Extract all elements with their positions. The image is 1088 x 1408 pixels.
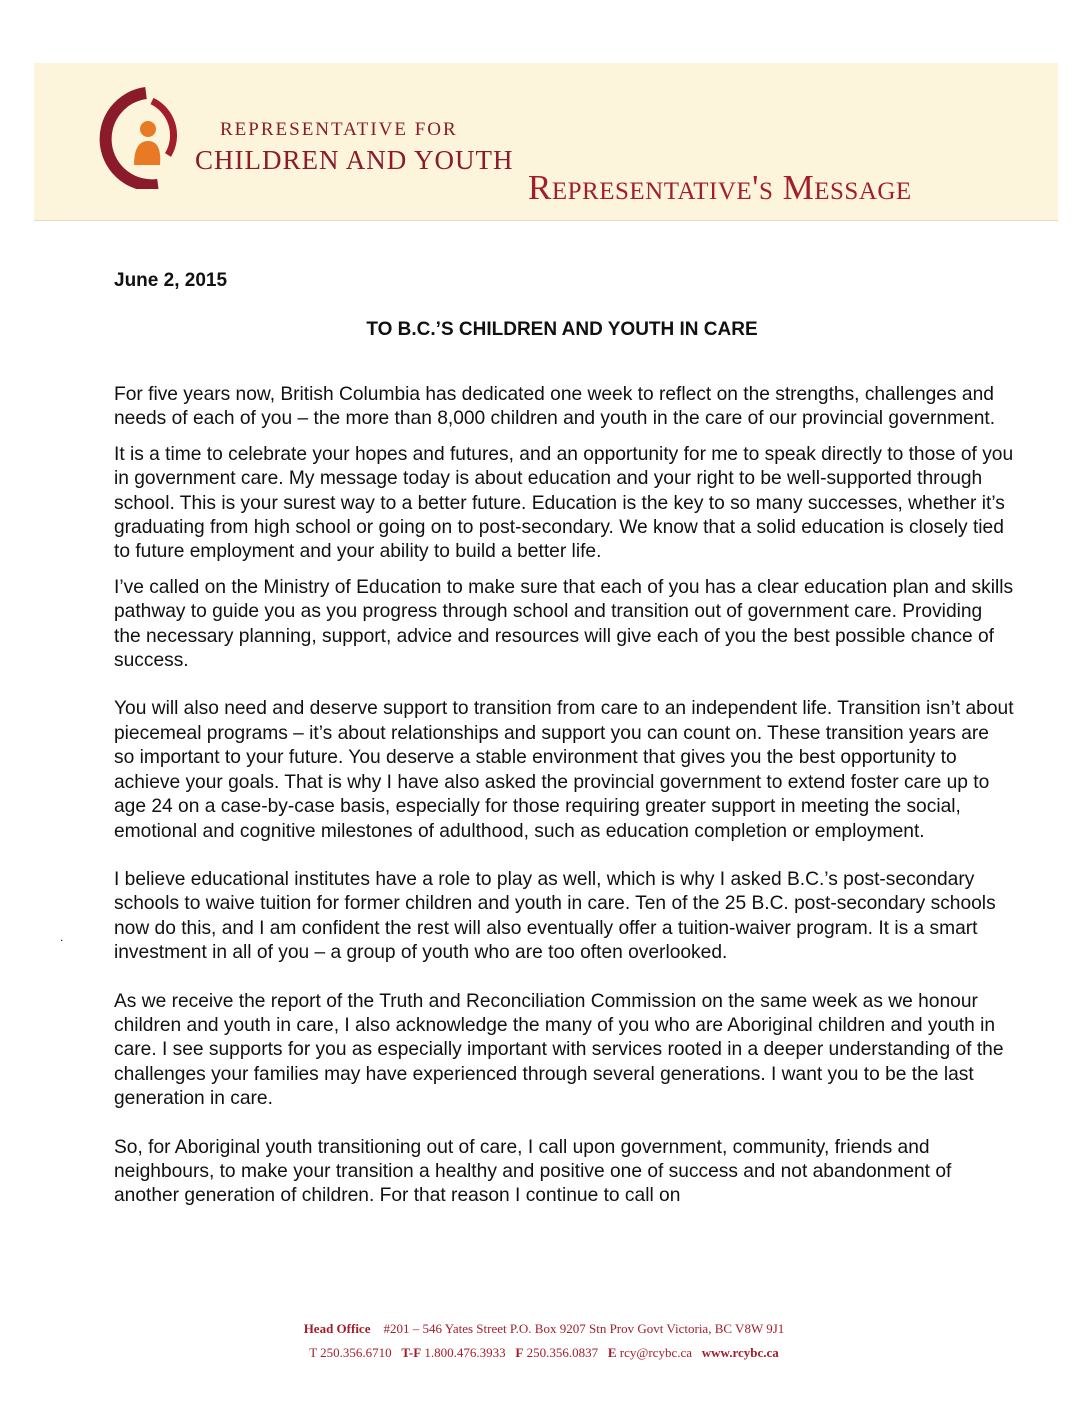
- paragraph-6: As we receive the report of the Truth and Reconciliation Commission on the same week as we honour children and youth in care, I also acknowledge the many of you who are Aboriginal children and youth in care. I see supports for you as especially important with services rooted in a deeper understanding of the challenges your families may have experienced through several generations. I want you to be the last generation in care.: [114, 990, 1004, 1110]
- email-label: E: [607, 1345, 617, 1360]
- document-title: Representative's Message: [528, 168, 912, 207]
- paragraph-5: I believe educational institutes have a role to play as well, which is why I asked B.C.’s post-secondary schools to waive tuition for former children and youth in care. Ten of the 25 B.C. post-secondary schools now do this, and I am confident the rest will also eventually offer a tuition-waiver program. It is a smart investment in all of you – a group of youth who are too often overlooked.: [114, 868, 996, 964]
- letter-heading: TO B.C.’S CHILDREN AND YOUTH IN CARE: [366, 319, 758, 340]
- footer-phone: T 250.356.6710: [309, 1345, 392, 1360]
- footer-address-line: [0, 1321, 1088, 1337]
- footer-contact-line: [0, 1345, 1088, 1361]
- footer-address: #201 – 546 Yates Street P.O. Box 9207 Stn Prov Govt Victoria, BC V8W 9J1: [383, 1321, 785, 1336]
- paragraph-3: I’ve called on the Ministry of Education to make sure that each of you has a clear education plan and skills pathway to guide you as you progress through school and transition out of government care. Providing the necessary planning, support, advice and resources will give each of you the best possible chance of success.: [114, 576, 1014, 672]
- paragraph-1: For five years now, British Columbia has dedicated one week to reflect on the strengths, challenges and needs of each of you – the more than 8,000 children and youth in the care of our provincial government.: [114, 384, 996, 430]
- letterhead-banner: [34, 63, 1058, 221]
- fax-label: F: [515, 1345, 524, 1360]
- letter-date: June 2, 2015: [114, 270, 228, 291]
- footer-website[interactable]: www.rcybc.ca: [701, 1345, 779, 1360]
- org-name-line2: CHILDREN AND YOUTH: [195, 145, 514, 175]
- footer-email[interactable]: rcy@rcybc.ca: [619, 1345, 693, 1360]
- paragraph-7: So, for Aboriginal youth transitioning out of care, I call upon government, community, friends and neighbours, to make your transition a healthy and positive one of success and not abandonment of another generation of children. For that reason I continue to call on: [114, 1136, 952, 1207]
- tollfree-label: T-F: [401, 1345, 422, 1360]
- paragraph-2: It is a time to celebrate your hopes and futures, and an opportunity for me to speak directly to those of you in government care. My message today is about education and your right to be well-supported through school. This is your surest way to a better future. Education is the key to so many successes, whether it’s graduating from high school or going on to post-secondary. We know that a solid education is closely tied to future employment and your ability to build a better life.: [114, 443, 1014, 563]
- stray-mark: .: [60, 930, 64, 944]
- footer-tollfree: 1.800.476.3933: [424, 1345, 506, 1360]
- paragraph-4: You will also need and deserve support to transition from care to an independent life. Transition isn’t about piecemeal programs – it’s about relationships and support you can count on. These transition years are so important to your future. You deserve a stable environment that gives you the best opportunity to achieve your goals. That is why I have also asked the provincial government to extend foster care up to age 24 on a case-by-case basis, especially for those requiring greater support in meeting the social, emotional and cognitive milestones of adulthood, such as education completion or employment.: [114, 698, 1014, 842]
- head-office-label: Head Office: [303, 1321, 371, 1336]
- org-name-line1: REPRESENTATIVE FOR: [220, 119, 458, 140]
- rcy-logo-icon: [86, 85, 186, 189]
- footer-fax: 250.356.0837: [526, 1345, 599, 1360]
- letter-body: [114, 383, 1014, 1209]
